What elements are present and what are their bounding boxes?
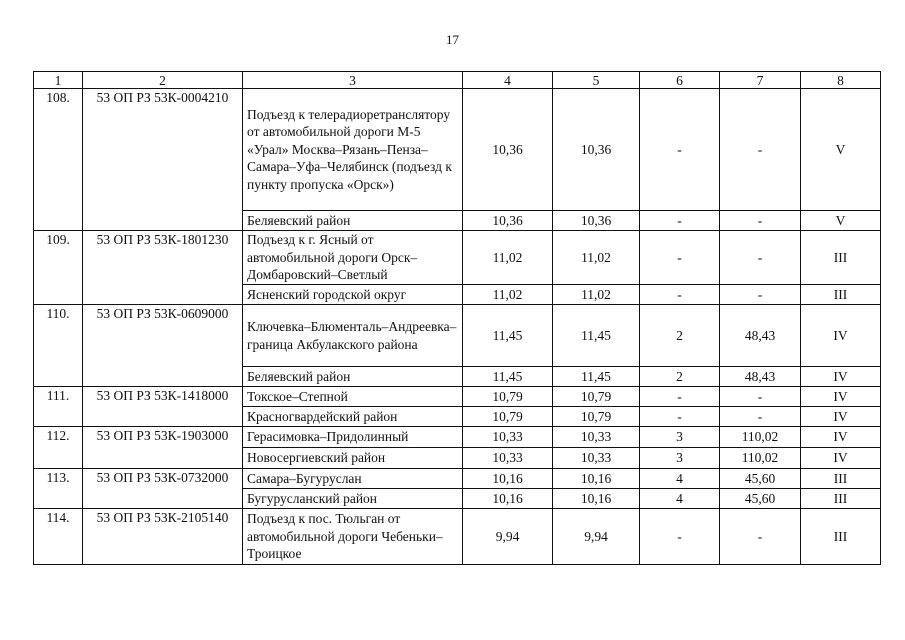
bridges-length: -	[720, 285, 801, 305]
bridges-length: -	[720, 211, 801, 231]
column-header: 4	[463, 72, 553, 89]
length-section: 10,16	[553, 469, 640, 489]
road-name: Подъезд к телерадиоретранслятору от автомобильной дороги М-5 «Урал» Москва–Рязань–Пенза–Самара–Уфа–Челябинск (подъезд к пункту пропуска «Орск»)	[243, 89, 463, 211]
road-name: Ключевка–Блюменталь–Андреевка–граница Акбулакского района	[243, 305, 463, 367]
length-total: 10,16	[463, 469, 553, 489]
road-name: Беляевский район	[243, 211, 463, 231]
bridges-count: 4	[640, 489, 720, 509]
bridges-count: 4	[640, 469, 720, 489]
length-total: 11,02	[463, 285, 553, 305]
bridges-length: -	[720, 89, 801, 211]
bridges-length: 110,02	[720, 448, 801, 469]
road-category: III	[801, 509, 881, 565]
bridges-length: 110,02	[720, 427, 801, 448]
road-id: 53 ОП РЗ 53К-1801230	[83, 231, 243, 305]
table-row	[34, 305, 881, 367]
road-number: 111.	[34, 387, 83, 427]
road-category: IV	[801, 407, 881, 427]
bridges-count: 2	[640, 367, 720, 387]
column-header: 5	[553, 72, 640, 89]
bridges-length: -	[720, 509, 801, 565]
road-number: 110.	[34, 305, 83, 387]
bridges-length: 45,60	[720, 469, 801, 489]
bridges-count: 2	[640, 305, 720, 367]
length-total: 10,79	[463, 387, 553, 407]
road-name: Самара–Бугуруслан	[243, 469, 463, 489]
road-category: III	[801, 285, 881, 305]
road-name: Подъезд к г. Ясный от автомобильной дороги Орск–Домбаровский–Светлый	[243, 231, 463, 285]
column-header: 2	[83, 72, 243, 89]
road-number: 109.	[34, 231, 83, 305]
road-name: Красногвардейский район	[243, 407, 463, 427]
bridges-length: 48,43	[720, 367, 801, 387]
road-number: 108.	[34, 89, 83, 231]
road-category: IV	[801, 448, 881, 469]
length-total: 10,33	[463, 427, 553, 448]
bridges-count: 3	[640, 427, 720, 448]
road-id: 53 ОП РЗ 53К-1903000	[83, 427, 243, 469]
length-section: 10,79	[553, 407, 640, 427]
length-total: 10,36	[463, 211, 553, 231]
length-section: 11,45	[553, 305, 640, 367]
bridges-count: -	[640, 211, 720, 231]
column-header: 8	[801, 72, 881, 89]
road-category: IV	[801, 427, 881, 448]
bridges-length: -	[720, 231, 801, 285]
road-category: III	[801, 469, 881, 489]
bridges-length: -	[720, 387, 801, 407]
length-section: 10,33	[553, 448, 640, 469]
bridges-length: 48,43	[720, 305, 801, 367]
roads-table	[33, 71, 881, 565]
table-row	[34, 231, 881, 285]
bridges-count: -	[640, 509, 720, 565]
bridges-count: -	[640, 387, 720, 407]
length-section: 9,94	[553, 509, 640, 565]
length-section: 10,79	[553, 387, 640, 407]
table-row	[34, 509, 881, 565]
table-row	[34, 387, 881, 407]
length-section: 10,36	[553, 89, 640, 211]
column-header: 3	[243, 72, 463, 89]
length-total: 11,02	[463, 231, 553, 285]
column-header-row	[34, 72, 881, 89]
road-number: 112.	[34, 427, 83, 469]
length-total: 10,36	[463, 89, 553, 211]
length-section: 10,33	[553, 427, 640, 448]
column-header: 7	[720, 72, 801, 89]
road-category: V	[801, 89, 881, 211]
road-id: 53 ОП РЗ 53К-0004210	[83, 89, 243, 231]
road-id: 53 ОП РЗ 53К-0732000	[83, 469, 243, 509]
road-name: Герасимовка–Придолинный	[243, 427, 463, 448]
length-section: 11,45	[553, 367, 640, 387]
road-name: Подъезд к пос. Тюльган от автомобильной дороги Чебеньки–Троицкое	[243, 509, 463, 565]
length-total: 10,79	[463, 407, 553, 427]
length-total: 11,45	[463, 367, 553, 387]
bridges-count: 3	[640, 448, 720, 469]
road-category: III	[801, 489, 881, 509]
road-name: Бугурусланский район	[243, 489, 463, 509]
road-category: IV	[801, 305, 881, 367]
bridges-count: -	[640, 231, 720, 285]
bridges-count: -	[640, 407, 720, 427]
road-id: 53 ОП РЗ 53К-1418000	[83, 387, 243, 427]
bridges-count: -	[640, 285, 720, 305]
length-total: 10,16	[463, 489, 553, 509]
road-id: 53 ОП РЗ 53К-2105140	[83, 509, 243, 565]
road-name: Новосергиевский район	[243, 448, 463, 469]
length-total: 11,45	[463, 305, 553, 367]
road-name: Беляевский район	[243, 367, 463, 387]
road-category: IV	[801, 367, 881, 387]
bridges-length: -	[720, 407, 801, 427]
length-section: 11,02	[553, 231, 640, 285]
road-number: 113.	[34, 469, 83, 509]
road-category: III	[801, 231, 881, 285]
length-total: 10,33	[463, 448, 553, 469]
column-header: 6	[640, 72, 720, 89]
length-section: 10,16	[553, 489, 640, 509]
table-row	[34, 427, 881, 448]
road-name: Токское–Степной	[243, 387, 463, 407]
bridges-length: 45,60	[720, 489, 801, 509]
bridges-count: -	[640, 89, 720, 211]
length-total: 9,94	[463, 509, 553, 565]
table-row	[34, 469, 881, 489]
column-header: 1	[34, 72, 83, 89]
table-row	[34, 89, 881, 211]
table-body	[34, 72, 881, 565]
length-section: 10,36	[553, 211, 640, 231]
page-number: 17	[446, 32, 459, 47]
road-category: IV	[801, 387, 881, 407]
road-number: 114.	[34, 509, 83, 565]
length-section: 11,02	[553, 285, 640, 305]
road-name: Ясненский городской округ	[243, 285, 463, 305]
road-id: 53 ОП РЗ 53К-0609000	[83, 305, 243, 387]
road-category: V	[801, 211, 881, 231]
